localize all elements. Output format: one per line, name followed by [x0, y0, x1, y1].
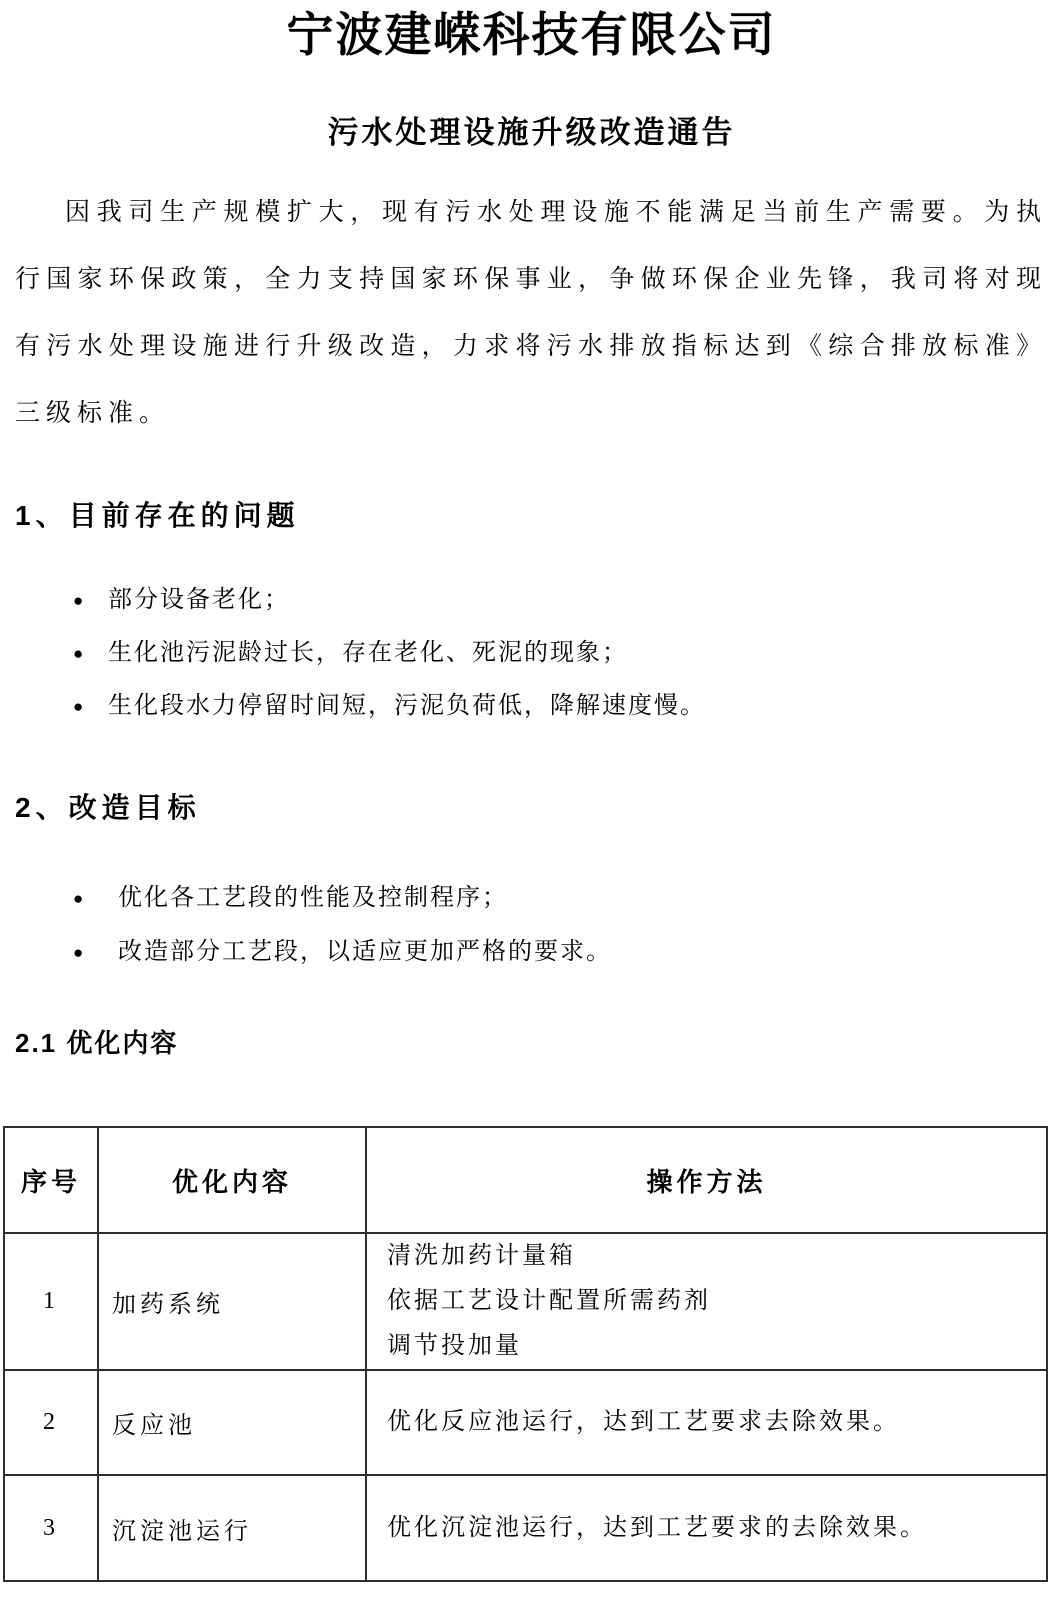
bullet-text: 生化池污泥龄过长，存在老化、死泥的现象； [108, 640, 628, 666]
bullet-text: 改造部分工艺段，以适应更加严格的要求。 [118, 939, 612, 965]
method-line: 调节投加量 [387, 1333, 522, 1359]
bullet-text: 部分设备老化； [108, 587, 290, 613]
table-header-row [4, 1127, 1047, 1233]
company-name-heading: 宁波建嵘科技有限公司 [286, 10, 777, 62]
section-1-bullet-list [0, 585, 1063, 721]
table-row [4, 1475, 1047, 1581]
header-cell-method: 操作方法 [366, 1127, 1047, 1233]
cell-row-number: 2 [4, 1370, 98, 1475]
section-2-bullet-list [0, 883, 1063, 967]
header-cell-no: 序号 [4, 1127, 98, 1233]
cell-optimization-item: 反应池 [98, 1370, 366, 1475]
cell-operation-method [366, 1233, 1047, 1370]
bullet-marker-icon: ● [73, 889, 86, 908]
bullet-item [0, 638, 1063, 668]
cell-operation-method [366, 1475, 1047, 1581]
cell-row-number: 1 [4, 1233, 98, 1370]
bullet-item [0, 691, 1063, 721]
cell-optimization-item: 加药系统 [98, 1233, 366, 1370]
bullet-item [0, 585, 1063, 615]
bullet-marker-icon: ● [73, 591, 86, 610]
subsection-2-1-heading: 2.1 优化内容 [15, 1028, 179, 1058]
intro-paragraph: 因我司生产规模扩大，现有污水处理设施不能满足当前生产需要。为执行国家环保政策，全力支持国家环保事业，争做环保企业先锋，我司将对现有污水处理设施进行升级改造，力求将污水排放指标达到《综合排放标准》三级标准。 [15, 199, 1047, 427]
bullet-text: 生化段水力停留时间短，污泥负荷低，降解速度慢。 [108, 693, 706, 719]
method-line: 清洗加药计量箱 [387, 1243, 576, 1269]
cell-operation-method [366, 1370, 1047, 1475]
section-2-heading: 2、改造目标 [15, 792, 201, 823]
notice-title-heading: 污水处理设施升级改造通告 [327, 115, 736, 150]
method-line: 优化反应池运行，达到工艺要求去除效果。 [387, 1409, 900, 1435]
bullet-item [0, 937, 1063, 967]
bullet-item [0, 883, 1063, 913]
table-row [4, 1370, 1047, 1475]
bullet-marker-icon: ● [73, 644, 86, 663]
bullet-marker-icon: ● [73, 697, 86, 716]
cell-optimization-item: 沉淀池运行 [98, 1475, 366, 1581]
section-1-heading: 1、目前存在的问题 [15, 500, 300, 531]
header-cell-item: 优化内容 [98, 1127, 366, 1233]
optimization-table [3, 1126, 1048, 1582]
bullet-text: 优化各工艺段的性能及控制程序； [118, 885, 508, 911]
method-line: 优化沉淀池运行，达到工艺要求的去除效果。 [387, 1514, 927, 1541]
cell-row-number: 3 [4, 1475, 98, 1581]
method-line: 依据工艺设计配置所需药剂 [387, 1288, 711, 1314]
table-row [4, 1233, 1047, 1370]
bullet-marker-icon: ● [73, 943, 86, 962]
